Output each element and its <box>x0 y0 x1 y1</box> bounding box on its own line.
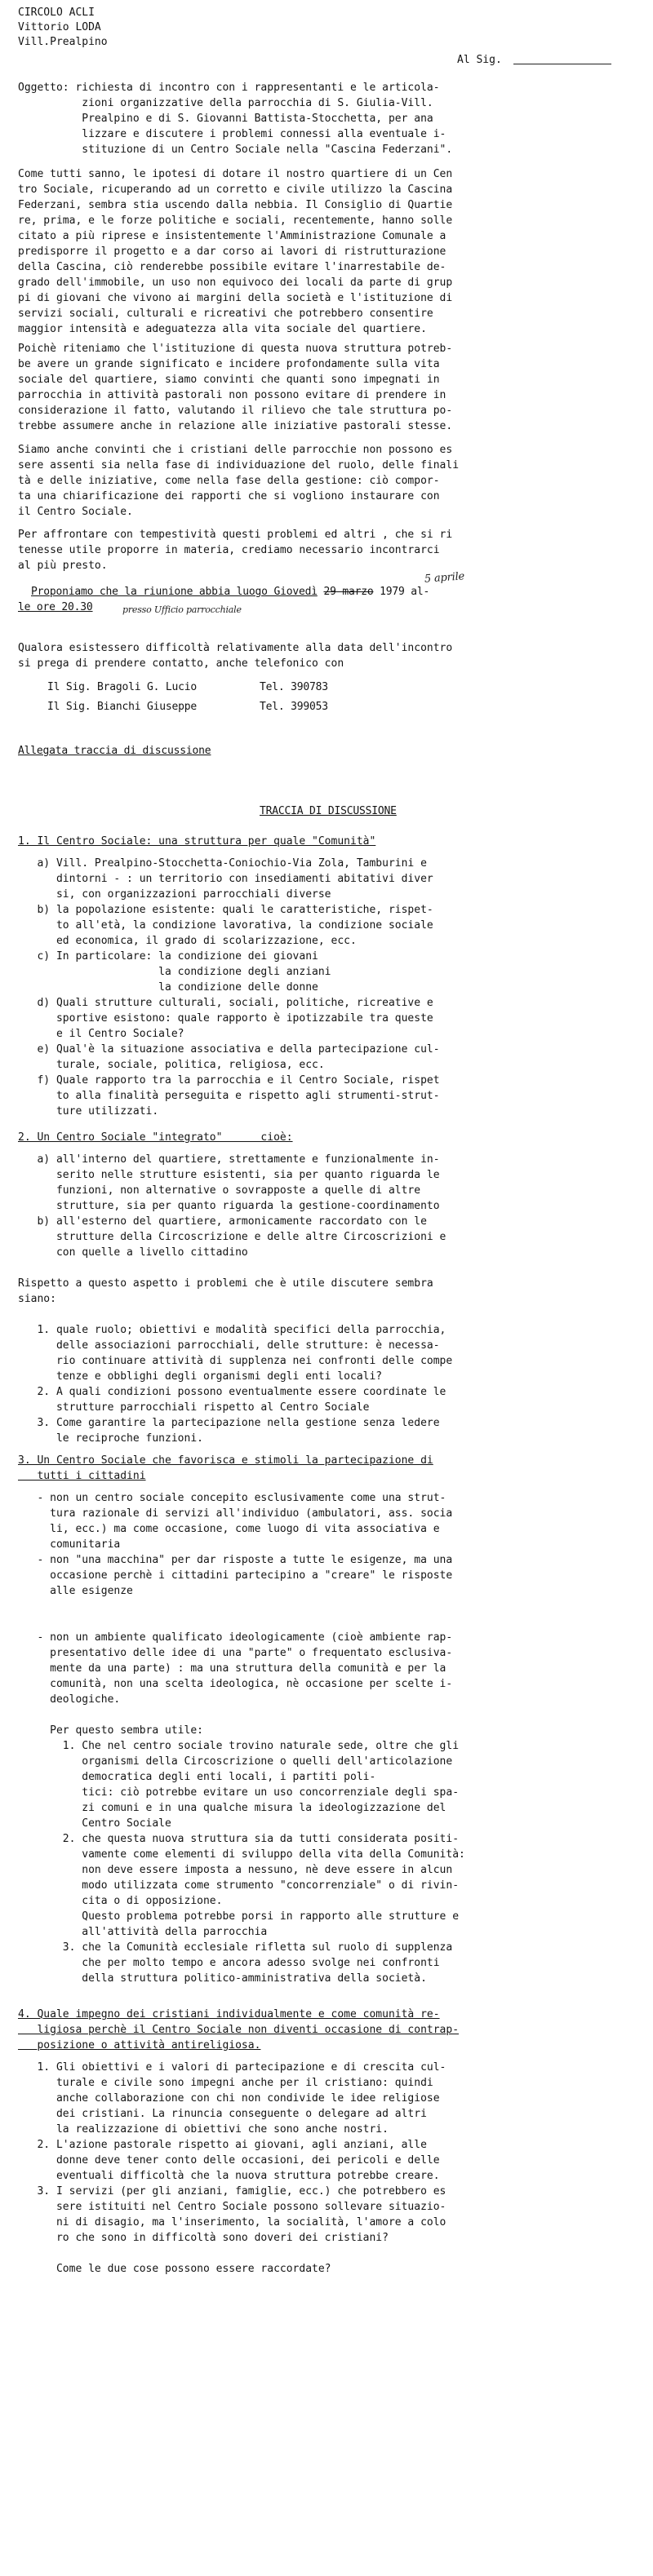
section-line: tura razionale di servizi all'individuo (ambulatori, ass. socia <box>18 1507 453 1520</box>
section-line: vamente come elementi di sviluppo della vita della Comunità: <box>18 1848 465 1861</box>
body-line: be avere un grande significato e incidere profondamente sulla vita <box>18 358 440 370</box>
section-line: funzioni, non alternative o sovrapposte a quelle di altre <box>18 1184 421 1197</box>
section-line: siano: <box>18 1293 56 1305</box>
section-line: dintorni - : un territorio con insediamenti abitativi diver <box>18 873 433 885</box>
subject-block <box>18 80 638 157</box>
body-paragraph-4 <box>18 527 638 573</box>
section-line: all'attività della parrocchia <box>18 1926 268 1938</box>
section-line: li, ecc.) ma come occasione, come luogo di vita associativa e <box>18 1523 440 1535</box>
body-line: predisporre il progetto e a dar corso ai lavori di ristrutturazione <box>18 246 446 258</box>
section-line: mente da una parte) : ma una struttura della comunità e per la <box>18 1662 446 1675</box>
section-line: zi comuni e in una qualche misura la ideologizzazione del <box>18 1802 446 1814</box>
section-line: la realizzazione di obiettivi che sono anche nostri. <box>18 2123 389 2136</box>
section-line: 1. Che nel centro sociale trovino naturale sede, oltre che gli <box>18 1740 460 1752</box>
body-paragraph-2 <box>18 341 638 434</box>
section-line: con quelle a livello cittadino <box>18 1246 248 1259</box>
section-line: delle associazioni parrocchiali, delle strutture: è necessa- <box>18 1339 440 1352</box>
section-line: a) all'interno del quartiere, strettamente e funzionalmente in- <box>18 1153 440 1166</box>
sender-place: Vill.Prealpino <box>18 36 108 48</box>
section-line: Questo problema potrebbe porsi in rapporto alle strutture e <box>18 1910 460 1923</box>
section-line: Per questo sembra utile: <box>18 1724 203 1737</box>
section-line: turale e civile sono impegni anche per il cristiano: quindi <box>18 2077 433 2089</box>
section-line: la condizione degli anziani <box>18 966 331 978</box>
section-line: rio continuare attività di supplenza nei confronti delle compe <box>18 1355 453 1367</box>
section-line: 3. che la Comunità ecclesiale rifletta sul ruolo di supplenza <box>18 1941 453 1954</box>
body-line: della Cascina, ciò renderebbe possibile evitare l'inarrestabile de- <box>18 261 446 273</box>
section-line: tici: ciò potrebbe evitare un uso concorrenziale degli spa- <box>18 1786 460 1799</box>
section-3 <box>18 1453 638 1986</box>
section-line: si, con organizzazioni parrocchiali diverse <box>18 888 331 901</box>
section-line: Rispetto a questo aspetto i problemi che è utile discutere sembra <box>18 1277 433 1290</box>
body-line: pi di giovani che vivono ai margini della società e l'istituzione di <box>18 292 453 304</box>
subject-line: Oggetto: richiesta di incontro con i rappresentanti e le articola- <box>18 82 440 94</box>
section-line: democratica degli enti locali, i partiti poli- <box>18 1771 376 1783</box>
body-line: sere assenti sia nella fase di individuazione del ruolo, delle finali <box>18 459 460 471</box>
section-heading: ligiosa perchè il Centro Sociale non diventi occasione di contrap- <box>18 2024 460 2036</box>
section-line: serito nelle strutture esistenti, sia per quanto riguarda le <box>18 1169 440 1181</box>
proposal-line-2 <box>18 600 93 615</box>
section-line <box>18 1614 638 1630</box>
contact-name-1: Il Sig. Bragoli G. Lucio <box>47 681 198 693</box>
section-line: anche collaborazione con chi non condivide le idee religiose <box>18 2092 440 2105</box>
handwritten-date: 5 aprile <box>424 570 465 586</box>
section-line: 2. L'azione pastorale rispetto ai giovani, agli anziani, alle <box>18 2139 427 2151</box>
org-name: CIRCOLO ACLI <box>18 7 95 19</box>
body-line: servizi sociali, culturali e ricreativi che potrebbero consentire <box>18 308 433 320</box>
subject-line: Prealpino e di S. Giovanni Battista-Stocchetta, per ana <box>18 113 433 125</box>
section-heading: 2. Un Centro Sociale "integrato" cioè: <box>18 1131 293 1144</box>
section-line: 2. A quali condizioni possono eventualmente essere coordinate le <box>18 1386 446 1398</box>
section-line: e il Centro Sociale? <box>18 1028 184 1040</box>
section-line: Come le due cose possono essere raccordate? <box>18 2263 331 2275</box>
body-line: ta una chiarificazione dei rapporti che si vogliono instaurare con <box>18 490 440 502</box>
section-4 <box>18 2007 638 2277</box>
body-paragraph-3 <box>18 442 638 520</box>
subject-line: stituzione di un Centro Sociale nella "Cascina Federzani". <box>18 144 453 156</box>
section-line: alle esigenze <box>18 1585 133 1597</box>
section-line: 1. quale ruolo; obiettivi e modalità specifici della parrocchia, <box>18 1324 446 1336</box>
section-line: comunitaria <box>18 1538 121 1551</box>
section-line <box>18 1599 638 1614</box>
section-line: sportive esistono: quale rapporto è ipotizzabile tra queste <box>18 1012 433 1025</box>
body-line: Federzani, sembra stia uscendo dalla nebbia. Il Consiglio di Quartie <box>18 199 453 211</box>
section-line: la condizione delle donne <box>18 981 318 994</box>
body-line: re, prima, e le forze politiche e sociali, recentemente, hanno solle <box>18 215 453 227</box>
section-line: strutture della Circoscrizione e delle altre Circoscrizioni e <box>18 1231 446 1243</box>
body-line: al più presto. <box>18 560 108 572</box>
body-line: Per affrontare con tempestività questi problemi ed altri , che si ri <box>18 529 453 541</box>
section-line: ture utilizzati. <box>18 1105 159 1118</box>
section-line: Centro Sociale <box>18 1817 171 1830</box>
section-heading: 3. Un Centro Sociale che favorisca e stimoli la partecipazione di <box>18 1454 433 1467</box>
recipient-label <box>457 52 611 69</box>
section-line: strutture, sia per quanto riguarda la gestione-coordinamento <box>18 1200 440 1212</box>
section-line: to all'età, la condizione lavorativa, la condizione sociale <box>18 919 433 932</box>
section-line: ed economica, il grado di scolarizzazione, ecc. <box>18 935 357 947</box>
section-line: - non un centro sociale concepito esclusivamente come una strut- <box>18 1492 446 1504</box>
section-2 <box>18 1130 638 1446</box>
body-line: Siamo anche convinti che i cristiani delle parrocchie non possono es <box>18 444 453 456</box>
section-line: turale, sociale, politica, religiosa, ecc. <box>18 1059 325 1071</box>
section-line: tenze e obblighi degli organismi degli enti locali? <box>18 1370 383 1383</box>
contact-intro <box>18 640 638 671</box>
body-line: trebbe assumere anche in relazione alle iniziative pastorali stesse. <box>18 420 453 432</box>
body-line: grado dell'immobile, un uso non equivoco dei locali da parte di grup <box>18 277 453 289</box>
section-line: 2. che questa nuova struttura sia da tutti considerata positi- <box>18 1833 460 1845</box>
section-line: donne deve tener conto delle occasioni, dei pericoli e delle <box>18 2154 440 2167</box>
trace-title: TRACCIA DI DISCUSSIONE <box>260 805 397 817</box>
section-line: dei cristiani. La rinuncia conseguente o delegare ad altri <box>18 2108 427 2120</box>
spacer <box>18 2053 638 2060</box>
section-line: deologiche. <box>18 1693 121 1706</box>
section-line: b) la popolazione esistente: quali le caratteristiche, rispet- <box>18 904 433 916</box>
contact-intro-line: si prega di prendere contatto, anche telefonico con <box>18 657 344 670</box>
body-paragraph-1 <box>18 166 638 337</box>
body-line: tro Sociale, ricuperando ad un corretto e civile utilizzo la Cascina <box>18 184 453 196</box>
body-line: il Centro Sociale. <box>18 506 133 518</box>
proposal-time: le ore 20.30 <box>18 601 93 613</box>
spacer <box>18 1145 638 1152</box>
section-1 <box>18 834 638 1119</box>
section-line: a) Vill. Prealpino-Stocchetta-Coniochio-Via Zola, Tamburini e <box>18 857 427 870</box>
section-line: presentativo delle idee di una "parte" o frequentato esclusiva- <box>18 1647 453 1659</box>
section-heading: tutti i cittadini <box>18 1470 146 1482</box>
section-line: cita o di opposizione. <box>18 1895 223 1907</box>
section-line: 3. I servizi (per gli anziani, famiglie, ecc.) che potrebbero es <box>18 2185 446 2198</box>
contact-intro-line: Qualora esistessero difficoltà relativamente alla data dell'incontro <box>18 642 453 654</box>
section-heading: 1. Il Centro Sociale: una struttura per quale "Comunità" <box>18 835 376 848</box>
section-line <box>18 2246 638 2261</box>
section-line: b) all'esterno del quartiere, armonicamente raccordato con le <box>18 1215 427 1228</box>
section-line: occasione perchè i cittadini partecipino a "creare" le risposte <box>18 1569 453 1582</box>
section-line: - non "una macchina" per dar risposte a tutte le esigenze, ma una <box>18 1554 453 1566</box>
section-line: d) Quali strutture culturali, sociali, politiche, ricreative e <box>18 997 433 1009</box>
section-line <box>18 1707 638 1723</box>
section-line <box>18 1260 638 1276</box>
section-line: 1. Gli obiettivi e i valori di partecipazione e di crescita cul- <box>18 2061 446 2074</box>
section-heading: posizione o attività antireligiosa. <box>18 2039 261 2052</box>
section-line: - non un ambiente qualificato ideologicamente (cioè ambiente rap- <box>18 1631 453 1644</box>
section-line: ni di disagio, ma l'inserimento, la socialità, l'amore a colo <box>18 2216 446 2229</box>
spacer <box>18 849 638 856</box>
section-line: comunità, non una scelta ideologica, nè occasione per scelte i- <box>18 1678 453 1690</box>
subject-line: zioni organizzative della parrocchia di S. Giulia-Vill. <box>18 97 433 109</box>
body-line: citato a più riprese e insistentemente l'Amministrazione Comunale a <box>18 230 446 242</box>
section-line <box>18 1307 638 1322</box>
section-line: f) Quale rapporto tra la parrocchia e il Centro Sociale, rispet <box>18 1074 440 1087</box>
contact-tel-2: Tel. 399053 <box>260 701 328 713</box>
body-line: parrocchia in attività pastorali non possono evitare di prendere in <box>18 389 446 401</box>
recipient-text: Al Sig. <box>457 54 502 66</box>
section-line: strutture parrocchiali rispetto al Centro Sociale <box>18 1401 370 1414</box>
proposal-year: 1979 al- <box>380 586 430 598</box>
section-line: to alla finalità perseguita e rispetto agli strumenti-strut- <box>18 1090 440 1102</box>
contact-name-2: Il Sig. Bianchi Giuseppe <box>47 701 198 713</box>
section-line: non deve essere imposta a nessuno, nè deve essere in alcun <box>18 1864 453 1876</box>
body-line: Come tutti sanno, le ipotesi di dotare il nostro quartiere di un Cen <box>18 168 453 180</box>
contact-tel-1: Tel. 390783 <box>260 681 328 693</box>
section-line: che per molto tempo e ancora adesso svolge nei confronti <box>18 1957 440 1969</box>
section-line: eventuali difficoltà che la nuova struttura potrebbe creare. <box>18 2170 440 2182</box>
section-line: 3. Come garantire la partecipazione nella gestione senza ledere <box>18 1417 440 1429</box>
spacer <box>18 1484 638 1490</box>
body-line: tà e delle iniziative, come nella fase della gestione: ciò compor- <box>18 475 440 487</box>
body-line: Poichè riteniamo che l'istituzione di questa nuova struttura potreb- <box>18 343 453 355</box>
section-heading: 4. Quale impegno dei cristiani individualmente e come comunità re- <box>18 2008 440 2021</box>
proposal-text: Proponiamo che la riunione abbia luogo Giovedì <box>31 586 318 598</box>
section-line: modo utilizzata come strumento "concorrenziale" o di rivin- <box>18 1879 460 1892</box>
attachment-note: Allegata traccia di discussione <box>18 745 211 757</box>
handwritten-place: presso Ufficio parrocchiale <box>122 604 242 615</box>
section-line: c) In particolare: la condizione dei giovani <box>18 950 318 963</box>
body-line: sociale del quartiere, siamo convinti che quanti sono impegnati in <box>18 374 440 386</box>
subject-line: lizzare e discutere i problemi connessi alla eventuale i- <box>18 128 446 140</box>
section-line: della struttura politico-amministrativa della società. <box>18 1972 427 1985</box>
body-line: maggior intensità e adeguatezza alla vita sociale del quartiere. <box>18 323 427 335</box>
section-line: le reciproche funzioni. <box>18 1432 203 1445</box>
section-line: organismi della Circoscrizione o quelli dell'articolazione <box>18 1755 453 1768</box>
section-line: sere istituiti nel Centro Sociale possono sollevare situazio- <box>18 2201 446 2213</box>
sender-name: Vittorio LODA <box>18 21 101 33</box>
struck-date: 29 marzo <box>323 586 374 598</box>
section-line: e) Qual'è la situazione associativa e della partecipazione cul- <box>18 1043 440 1056</box>
body-line: considerazione il fatto, valutando il rilievo che tale struttura po- <box>18 405 453 417</box>
body-line: tenesse utile proporre in materia, crediamo necessario incontrarci <box>18 544 440 556</box>
proposal-line-1 <box>31 584 429 600</box>
section-line: ro che sono in difficoltà sono doveri dei cristiani? <box>18 2232 389 2244</box>
